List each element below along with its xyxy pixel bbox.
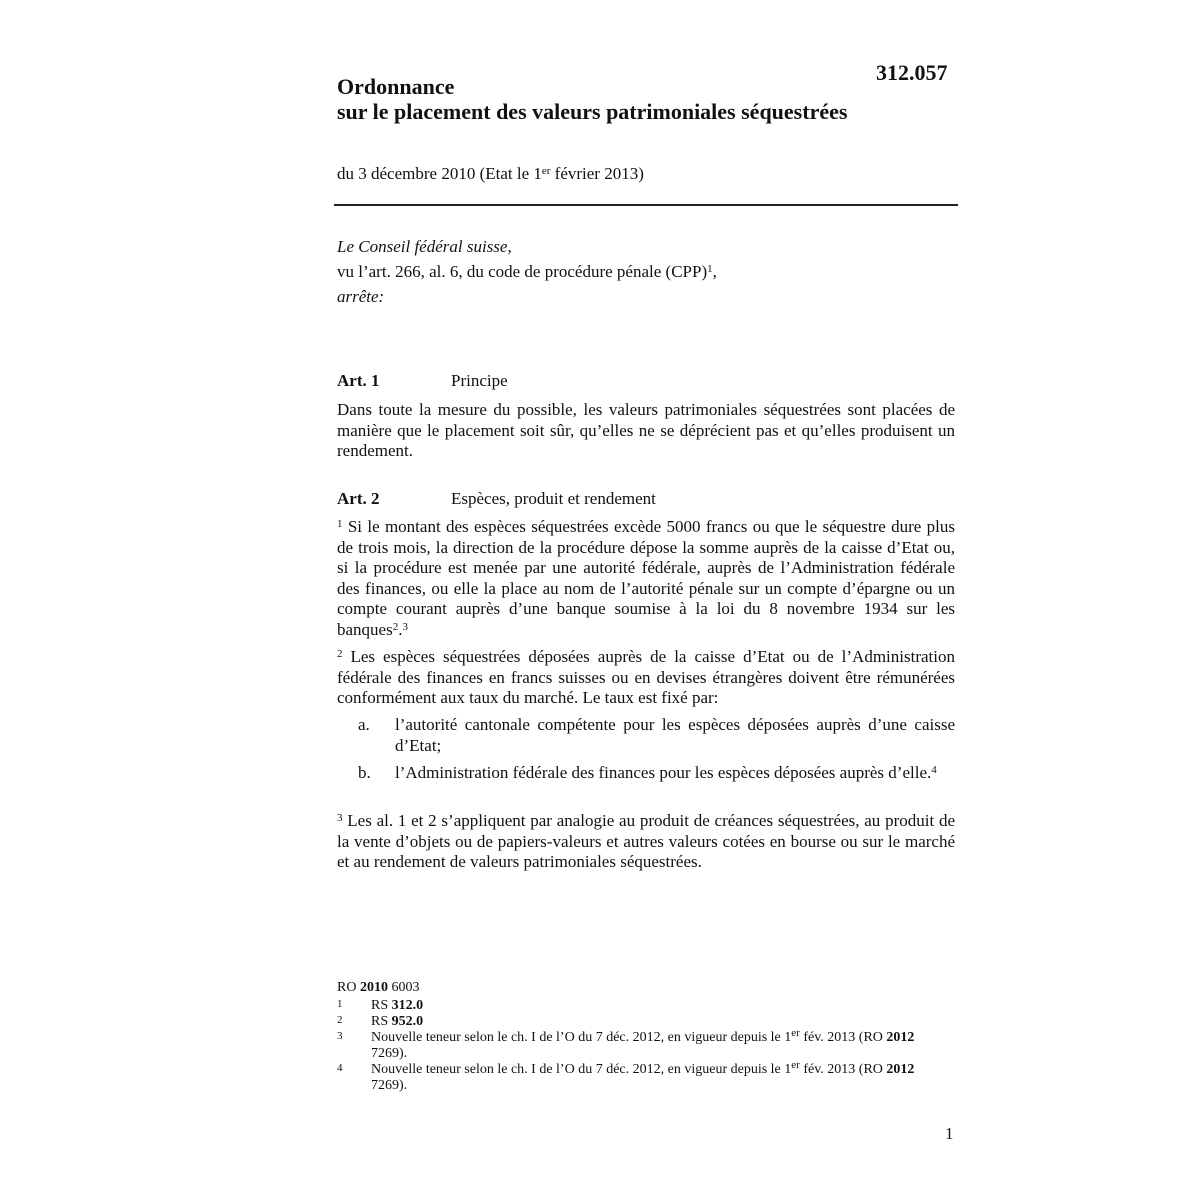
footnote-text bbox=[371, 998, 941, 1014]
fn-text: fév. 2013 (RO bbox=[799, 1030, 887, 1045]
list-text-b-content: l’Administration fédérale des finances pour les espèces déposées auprès d’elle. bbox=[395, 763, 932, 782]
footnote-ref-4[interactable]: 4 bbox=[931, 764, 937, 776]
paragraph-punct: . bbox=[398, 619, 403, 639]
title-line-2: sur le placement des valeurs patrimoniales séquestrées bbox=[337, 99, 848, 124]
footnote-number: 2 bbox=[337, 1014, 343, 1026]
paragraph-number: 3 bbox=[337, 812, 343, 824]
ro-page: 6003 bbox=[387, 980, 420, 995]
sr-number: 312.057 bbox=[876, 60, 948, 85]
fn-text: fév. 2013 (RO bbox=[799, 1062, 887, 1077]
document-date bbox=[337, 164, 644, 184]
fn-bold: 2012 bbox=[886, 1062, 915, 1077]
list-label-a: a. bbox=[358, 715, 370, 734]
fn-bold: 2012 bbox=[886, 1030, 915, 1045]
footnote-number: 3 bbox=[337, 1030, 343, 1042]
footnote-text bbox=[371, 1014, 941, 1030]
footnote-ref-2[interactable]: 2 bbox=[392, 620, 399, 633]
art2-paragraph-3 bbox=[337, 811, 955, 873]
paragraph-number: 1 bbox=[337, 518, 343, 530]
preamble-decree: arrête: bbox=[337, 287, 385, 306]
art2-title: Espèces, produit et rendement bbox=[451, 489, 656, 508]
preamble-authority: Le Conseil fédéral suisse, bbox=[337, 237, 512, 256]
art1-number: Art. 1 bbox=[337, 371, 380, 390]
art1-title: Principe bbox=[451, 371, 508, 390]
fn-text: Nouvelle teneur selon le ch. I de l’O du 7 déc. 2012, en vigueur depuis le 1 bbox=[371, 1062, 792, 1077]
footnote-number: 4 bbox=[337, 1062, 343, 1074]
list-text-a: l’autorité cantonale compétente pour les espèces déposées auprès d’une caisse d’Etat; bbox=[395, 715, 955, 755]
list-text-b bbox=[395, 763, 955, 784]
page-number: 1 bbox=[945, 1124, 954, 1143]
fn-text: 7269). bbox=[371, 1078, 408, 1093]
preamble-legal-basis bbox=[337, 259, 717, 284]
legal-basis-punct: , bbox=[712, 262, 717, 281]
footnote-ref-3[interactable]: 3 bbox=[402, 620, 408, 633]
preamble bbox=[337, 234, 717, 309]
footnote-4 bbox=[337, 1059, 941, 1094]
footnote-number: 1 bbox=[337, 998, 343, 1010]
footnote-text bbox=[371, 1059, 941, 1094]
ro-year: 2010 bbox=[359, 980, 388, 995]
art1-heading bbox=[337, 371, 508, 391]
document-title bbox=[337, 74, 847, 124]
legal-basis-text: vu l’art. 266, al. 6, du code de procédure pénale (CPP) bbox=[337, 262, 708, 281]
fn-sup: er bbox=[791, 1059, 800, 1071]
art2-paragraph-1 bbox=[337, 517, 955, 640]
paragraph-text: Si le montant des espèces séquestrées excède 5000 francs ou que le séquestre dure plus de trois mois, la direction de la procédure dépose la somme auprès de la caisse d’Etat ou, si la procédure est menée par une autorité fédérale, auprès de l’Administration fédérale des finances, ou elle la place au nom de l’autorité pénale sur un compte d’épargne ou un compte courant auprès d’une banque soumise à la loi du 8 novembre 1934 sur les banques bbox=[337, 517, 955, 639]
footnote-text bbox=[371, 1027, 941, 1062]
fn-bold: 312.0 bbox=[391, 998, 424, 1013]
footnote-3 bbox=[337, 1027, 941, 1062]
fn-bold: 952.0 bbox=[391, 1014, 424, 1029]
date-text: du 3 décembre 2010 (Etat le 1 bbox=[337, 164, 542, 183]
ro-prefix: RO bbox=[337, 980, 360, 995]
footnotes bbox=[337, 980, 941, 1094]
paragraph-number: 2 bbox=[337, 648, 343, 660]
title-line-1: Ordonnance bbox=[337, 74, 455, 99]
date-superscript: er bbox=[541, 165, 551, 177]
footnote-2 bbox=[337, 1014, 941, 1030]
footnote-1 bbox=[337, 998, 941, 1014]
ro-reference bbox=[337, 980, 941, 996]
date-text-end: février 2013) bbox=[550, 164, 644, 183]
art2-paragraph-2 bbox=[337, 647, 955, 709]
header-divider bbox=[334, 204, 958, 206]
art1-text: Dans toute la mesure du possible, les valeurs patrimoniales séquestrées sont placées de manière que le placement soit sûr, qu’elles ne se déprécient pas et qu’elles produisent un rendement. bbox=[337, 400, 955, 460]
art2-number: Art. 2 bbox=[337, 489, 380, 508]
footnote-ref-1[interactable]: 1 bbox=[707, 263, 713, 275]
fn-text: Nouvelle teneur selon le ch. I de l’O du 7 déc. 2012, en vigueur depuis le 1 bbox=[371, 1030, 792, 1045]
list-label-b: b. bbox=[358, 763, 371, 782]
fn-text: RS bbox=[371, 1014, 392, 1029]
paragraph-text: Les espèces séquestrées déposées auprès de la caisse d’Etat ou de l’Administration fédérale des finances en francs suisses ou en devises étrangères doivent être rémunérées conformément aux taux du marché. Le taux est fixé par: bbox=[337, 647, 955, 707]
fn-sup: er bbox=[791, 1027, 800, 1039]
fn-text: 7269). bbox=[371, 1046, 408, 1061]
art2-heading bbox=[337, 489, 656, 509]
fn-text: RS bbox=[371, 998, 392, 1013]
paragraph-text: Les al. 1 et 2 s’appliquent par analogie au produit de créances séquestrées, au produit de la vente d’objets ou de papiers-valeurs et autres valeurs cotées en bourse ou sur le marché et au rendement de valeurs patrimoniales séquestrées. bbox=[337, 811, 955, 871]
